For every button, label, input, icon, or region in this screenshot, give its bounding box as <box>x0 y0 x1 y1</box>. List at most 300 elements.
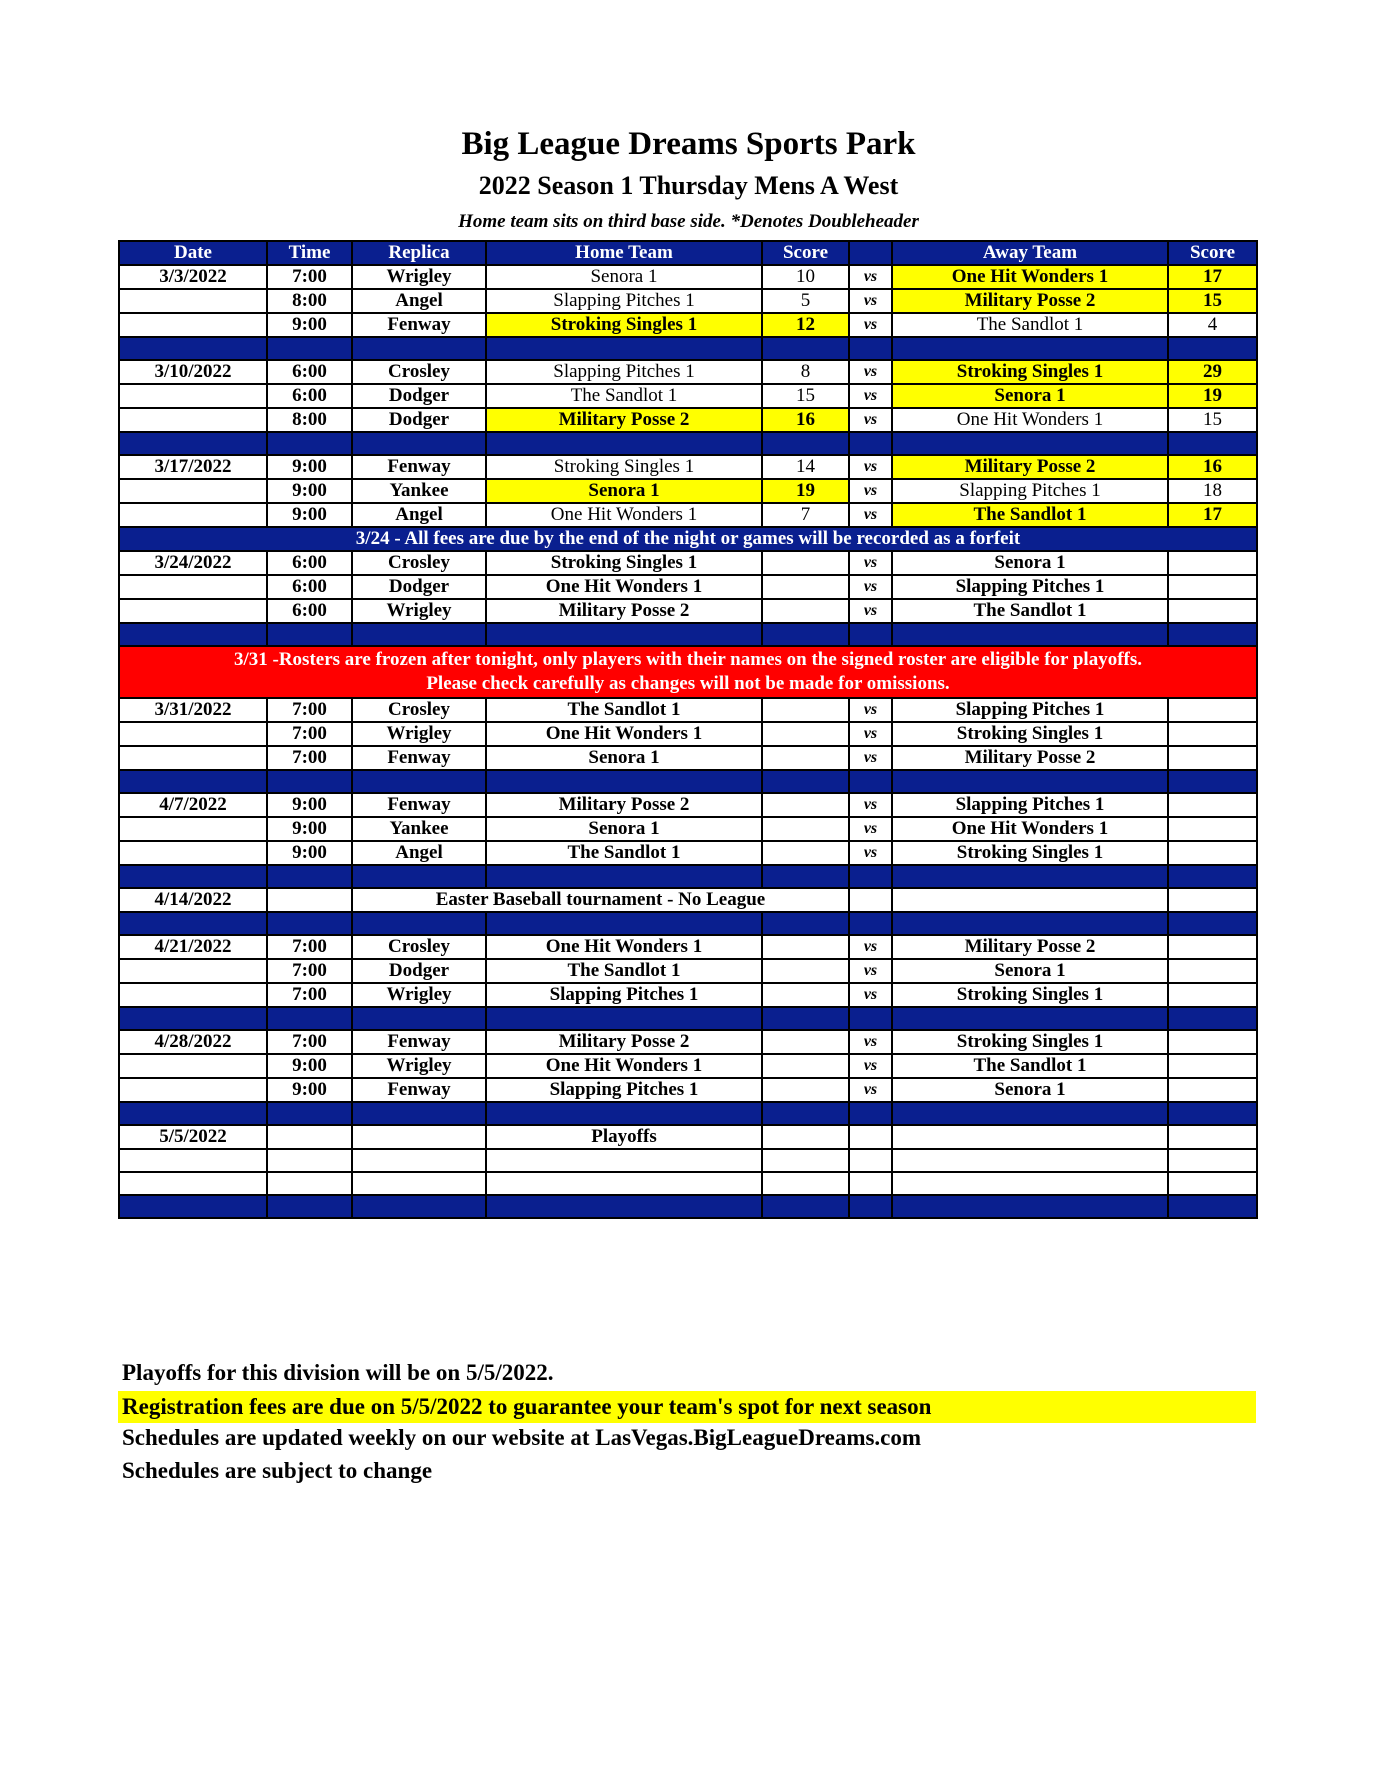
replica-cell: Fenway <box>352 455 486 479</box>
home-team-cell: The Sandlot 1 <box>486 698 762 722</box>
home-team-cell: Military Posse 2 <box>486 599 762 623</box>
separator-cell <box>849 1102 892 1125</box>
separator-cell <box>267 1007 352 1030</box>
header-date: Date <box>119 241 267 265</box>
separator-row <box>119 1195 1257 1218</box>
time-cell: 9:00 <box>267 455 352 479</box>
alert-cell <box>119 646 1257 698</box>
replica-cell <box>352 1172 486 1195</box>
home-score-cell: 7 <box>762 503 849 527</box>
separator-cell <box>352 432 486 455</box>
date-cell <box>119 959 267 983</box>
separator-cell <box>119 912 267 935</box>
separator-cell <box>267 337 352 360</box>
away-team-cell: One Hit Wonders 1 <box>892 817 1168 841</box>
vs-cell: vs <box>849 817 892 841</box>
replica-cell: Dodger <box>352 959 486 983</box>
home-score-cell <box>762 1125 849 1149</box>
game-row <box>119 265 1257 289</box>
game-row <box>119 503 1257 527</box>
separator-cell <box>849 865 892 888</box>
separator-row <box>119 1102 1257 1125</box>
away-score-cell <box>1168 817 1257 841</box>
separator-cell <box>119 1195 267 1218</box>
game-row <box>119 313 1257 337</box>
vs-cell: vs <box>849 575 892 599</box>
separator-cell <box>352 770 486 793</box>
separator-cell <box>762 770 849 793</box>
date-cell: 3/10/2022 <box>119 360 267 384</box>
replica-cell: Fenway <box>352 746 486 770</box>
home-score-cell <box>762 959 849 983</box>
separator-cell <box>1168 1195 1257 1218</box>
away-score-cell <box>1168 575 1257 599</box>
home-team-cell: Playoffs <box>486 1125 762 1149</box>
vs-cell: vs <box>849 479 892 503</box>
game-row <box>119 1030 1257 1054</box>
game-row <box>119 746 1257 770</box>
separator-cell <box>892 865 1168 888</box>
separator-cell <box>352 1007 486 1030</box>
separator-cell <box>762 623 849 646</box>
home-score-cell <box>762 722 849 746</box>
vs-cell <box>849 1125 892 1149</box>
time-cell <box>267 1125 352 1149</box>
away-team-cell: Slapping Pitches 1 <box>892 793 1168 817</box>
separator-cell <box>892 1007 1168 1030</box>
away-team-cell: The Sandlot 1 <box>892 503 1168 527</box>
time-cell <box>267 888 352 912</box>
alert-text-line-1: 3/31 -Rosters are frozen after tonight, only players with their names on the signed roster are eligible for playoffs. <box>233 649 1143 670</box>
time-cell: 7:00 <box>267 983 352 1007</box>
vs-cell: vs <box>849 1030 892 1054</box>
away-team-cell: Military Posse 2 <box>892 746 1168 770</box>
home-team-cell: Senora 1 <box>486 265 762 289</box>
home-team-cell: The Sandlot 1 <box>486 384 762 408</box>
separator-cell <box>267 1195 352 1218</box>
home-team-cell: One Hit Wonders 1 <box>486 722 762 746</box>
separator-cell <box>267 623 352 646</box>
home-score-cell <box>762 599 849 623</box>
away-team-cell: Military Posse 2 <box>892 455 1168 479</box>
time-cell: 6:00 <box>267 575 352 599</box>
separator-cell <box>486 1102 762 1125</box>
separator-cell <box>486 623 762 646</box>
separator-cell <box>762 1195 849 1218</box>
vs-cell: vs <box>849 746 892 770</box>
separator-cell <box>486 865 762 888</box>
vs-cell: vs <box>849 841 892 865</box>
home-score-cell <box>762 746 849 770</box>
away-score-cell <box>1168 599 1257 623</box>
date-cell: 4/21/2022 <box>119 935 267 959</box>
separator-cell <box>762 865 849 888</box>
separator-cell <box>352 1195 486 1218</box>
away-team-cell <box>892 1125 1168 1149</box>
home-team-cell: Military Posse 2 <box>486 793 762 817</box>
home-score-cell <box>762 698 849 722</box>
away-score-cell <box>1168 698 1257 722</box>
vs-cell: vs <box>849 599 892 623</box>
no-league-row <box>119 888 1257 912</box>
separator-row <box>119 865 1257 888</box>
time-cell: 7:00 <box>267 722 352 746</box>
away-score-cell <box>1168 1149 1257 1172</box>
vs-cell: vs <box>849 551 892 575</box>
replica-cell: Fenway <box>352 793 486 817</box>
time-cell: 9:00 <box>267 1078 352 1102</box>
away-score-cell <box>1168 1125 1257 1149</box>
vs-cell: vs <box>849 360 892 384</box>
replica-cell: Yankee <box>352 479 486 503</box>
replica-cell: Crosley <box>352 551 486 575</box>
separator-cell <box>267 432 352 455</box>
game-row <box>119 841 1257 865</box>
home-team-cell: Slapping Pitches 1 <box>486 289 762 313</box>
date-cell <box>119 289 267 313</box>
replica-cell: Angel <box>352 503 486 527</box>
time-cell <box>267 1149 352 1172</box>
separator-cell <box>849 1007 892 1030</box>
separator-cell <box>762 912 849 935</box>
page-subtitle: 2022 Season 1 Thursday Mens A West <box>478 171 899 200</box>
header-replica: Replica <box>352 241 486 265</box>
home-team-cell: The Sandlot 1 <box>486 841 762 865</box>
away-team-cell <box>892 888 1168 912</box>
separator-cell <box>762 1007 849 1030</box>
home-team-cell: One Hit Wonders 1 <box>486 575 762 599</box>
replica-cell <box>352 1125 486 1149</box>
game-row <box>119 1054 1257 1078</box>
home-score-cell <box>762 575 849 599</box>
away-team-cell: Slapping Pitches 1 <box>892 698 1168 722</box>
date-cell <box>119 722 267 746</box>
home-team-cell: Senora 1 <box>486 746 762 770</box>
separator-cell <box>1168 1007 1257 1030</box>
home-score-cell: 5 <box>762 289 849 313</box>
separator-cell <box>119 1007 267 1030</box>
vs-cell: vs <box>849 384 892 408</box>
game-row <box>119 1149 1257 1172</box>
time-cell: 7:00 <box>267 746 352 770</box>
away-score-cell <box>1168 888 1257 912</box>
vs-cell: vs <box>849 313 892 337</box>
date-cell: 3/31/2022 <box>119 698 267 722</box>
home-score-cell <box>762 1172 849 1195</box>
separator-cell <box>352 865 486 888</box>
replica-cell: Yankee <box>352 817 486 841</box>
separator-cell <box>892 770 1168 793</box>
home-team-cell: One Hit Wonders 1 <box>486 935 762 959</box>
vs-cell: vs <box>849 793 892 817</box>
date-cell: 3/3/2022 <box>119 265 267 289</box>
replica-cell <box>352 1149 486 1172</box>
game-row <box>119 384 1257 408</box>
footer-change-note: Schedules are subject to change <box>122 1458 433 1483</box>
separator-cell <box>486 912 762 935</box>
separator-cell <box>849 337 892 360</box>
away-team-cell <box>892 1149 1168 1172</box>
time-cell: 6:00 <box>267 599 352 623</box>
home-score-cell: 16 <box>762 408 849 432</box>
away-score-cell <box>1168 551 1257 575</box>
separator-cell <box>1168 623 1257 646</box>
home-team-cell: Senora 1 <box>486 817 762 841</box>
separator-cell <box>486 432 762 455</box>
away-team-cell: Slapping Pitches 1 <box>892 575 1168 599</box>
away-team-cell: Stroking Singles 1 <box>892 360 1168 384</box>
separator-cell <box>892 432 1168 455</box>
away-score-cell <box>1168 746 1257 770</box>
announcement-text: 3/24 - All fees are due by the end of the night or games will be recorded as a forfeit <box>119 527 1257 551</box>
separator-cell <box>486 1007 762 1030</box>
vs-cell: vs <box>849 722 892 746</box>
home-team-cell: One Hit Wonders 1 <box>486 1054 762 1078</box>
replica-cell: Wrigley <box>352 722 486 746</box>
separator-cell <box>849 623 892 646</box>
replica-cell: Dodger <box>352 384 486 408</box>
away-score-cell: 18 <box>1168 479 1257 503</box>
away-score-cell <box>1168 841 1257 865</box>
separator-cell <box>1168 865 1257 888</box>
away-team-cell: The Sandlot 1 <box>892 599 1168 623</box>
vs-cell: vs <box>849 1078 892 1102</box>
separator-cell <box>1168 770 1257 793</box>
game-row <box>119 360 1257 384</box>
away-team-cell: Stroking Singles 1 <box>892 983 1168 1007</box>
away-team-cell: The Sandlot 1 <box>892 1054 1168 1078</box>
home-score-cell <box>762 793 849 817</box>
separator-row <box>119 770 1257 793</box>
date-cell <box>119 575 267 599</box>
separator-cell <box>486 770 762 793</box>
separator-cell <box>267 865 352 888</box>
separator-cell <box>119 770 267 793</box>
replica-cell: Angel <box>352 841 486 865</box>
home-score-cell: 10 <box>762 265 849 289</box>
separator-cell <box>352 623 486 646</box>
away-score-cell: 4 <box>1168 313 1257 337</box>
game-row <box>119 289 1257 313</box>
game-row <box>119 455 1257 479</box>
separator-cell <box>892 337 1168 360</box>
time-cell: 7:00 <box>267 959 352 983</box>
header-vs <box>849 241 892 265</box>
no-league-text: Easter Baseball tournament - No League <box>352 888 849 912</box>
announcement-row <box>119 527 1257 551</box>
vs-cell: vs <box>849 983 892 1007</box>
away-team-cell: Senora 1 <box>892 1078 1168 1102</box>
separator-cell <box>352 912 486 935</box>
vs-cell <box>849 1172 892 1195</box>
date-cell: 4/7/2022 <box>119 793 267 817</box>
time-cell: 9:00 <box>267 793 352 817</box>
separator-row <box>119 912 1257 935</box>
header-home-team: Home Team <box>486 241 762 265</box>
time-cell: 9:00 <box>267 479 352 503</box>
time-cell: 7:00 <box>267 698 352 722</box>
away-team-cell <box>892 1172 1168 1195</box>
home-score-cell: 12 <box>762 313 849 337</box>
vs-cell <box>849 888 892 912</box>
separator-cell <box>267 770 352 793</box>
separator-cell <box>486 337 762 360</box>
away-team-cell: Stroking Singles 1 <box>892 722 1168 746</box>
game-row <box>119 408 1257 432</box>
separator-cell <box>1168 1102 1257 1125</box>
separator-cell <box>849 912 892 935</box>
separator-cell <box>849 432 892 455</box>
vs-cell: vs <box>849 959 892 983</box>
game-row <box>119 793 1257 817</box>
home-score-cell <box>762 983 849 1007</box>
replica-cell: Fenway <box>352 1078 486 1102</box>
alert-row <box>119 646 1257 698</box>
separator-cell <box>119 432 267 455</box>
away-score-cell: 15 <box>1168 289 1257 313</box>
away-team-cell: Slapping Pitches 1 <box>892 479 1168 503</box>
away-team-cell: Military Posse 2 <box>892 935 1168 959</box>
separator-cell <box>119 337 267 360</box>
time-cell: 8:00 <box>267 289 352 313</box>
footer-registration-note: Registration fees are due on 5/5/2022 to guarantee your team's spot for next season <box>118 1391 1256 1423</box>
replica-cell: Wrigley <box>352 265 486 289</box>
home-score-cell <box>762 841 849 865</box>
header-time: Time <box>267 241 352 265</box>
footer-playoffs-note: Playoffs for this division will be on 5/5/2022. <box>122 1360 554 1385</box>
replica-cell: Dodger <box>352 408 486 432</box>
alert-text-line-2: Please check carefully as changes will not be made for omissions. <box>426 673 950 694</box>
replica-cell: Wrigley <box>352 1054 486 1078</box>
date-cell <box>119 1054 267 1078</box>
date-cell <box>119 384 267 408</box>
home-team-cell: Military Posse 2 <box>486 1030 762 1054</box>
replica-cell: Dodger <box>352 575 486 599</box>
home-score-cell <box>762 817 849 841</box>
schedule-table <box>118 240 1258 1219</box>
replica-cell: Crosley <box>352 698 486 722</box>
date-cell <box>119 841 267 865</box>
separator-cell <box>762 337 849 360</box>
separator-cell <box>352 337 486 360</box>
vs-cell: vs <box>849 265 892 289</box>
time-cell <box>267 1172 352 1195</box>
separator-row <box>119 337 1257 360</box>
game-row <box>119 935 1257 959</box>
away-score-cell: 17 <box>1168 503 1257 527</box>
away-score-cell: 29 <box>1168 360 1257 384</box>
separator-cell <box>849 770 892 793</box>
away-score-cell <box>1168 1172 1257 1195</box>
away-score-cell <box>1168 935 1257 959</box>
time-cell: 7:00 <box>267 935 352 959</box>
home-score-cell <box>762 1054 849 1078</box>
away-score-cell: 19 <box>1168 384 1257 408</box>
away-score-cell <box>1168 959 1257 983</box>
separator-cell <box>892 912 1168 935</box>
vs-cell <box>849 1149 892 1172</box>
home-team-cell: Stroking Singles 1 <box>486 313 762 337</box>
replica-cell: Crosley <box>352 935 486 959</box>
footer-website-note: Schedules are updated weekly on our website at LasVegas.BigLeagueDreams.com <box>122 1425 922 1450</box>
replica-cell: Fenway <box>352 1030 486 1054</box>
home-team-cell: Military Posse 2 <box>486 408 762 432</box>
date-cell: 5/5/2022 <box>119 1125 267 1149</box>
date-cell <box>119 817 267 841</box>
away-team-cell: Senora 1 <box>892 959 1168 983</box>
game-row <box>119 551 1257 575</box>
separator-cell <box>762 1102 849 1125</box>
home-score-cell <box>762 1030 849 1054</box>
home-score-cell: 15 <box>762 384 849 408</box>
date-cell: 4/28/2022 <box>119 1030 267 1054</box>
vs-cell: vs <box>849 455 892 479</box>
away-score-cell <box>1168 1030 1257 1054</box>
replica-cell: Wrigley <box>352 983 486 1007</box>
vs-cell: vs <box>849 935 892 959</box>
time-cell: 6:00 <box>267 551 352 575</box>
date-cell <box>119 983 267 1007</box>
game-row <box>119 983 1257 1007</box>
date-cell <box>119 408 267 432</box>
home-team-cell: Slapping Pitches 1 <box>486 360 762 384</box>
date-cell: 3/24/2022 <box>119 551 267 575</box>
vs-cell: vs <box>849 1054 892 1078</box>
date-cell <box>119 1078 267 1102</box>
game-row <box>119 479 1257 503</box>
page-title: Big League Dreams Sports Park <box>461 126 916 162</box>
home-team-cell: Slapping Pitches 1 <box>486 1078 762 1102</box>
header-home-score: Score <box>762 241 849 265</box>
vs-cell: vs <box>849 503 892 527</box>
vs-cell: vs <box>849 289 892 313</box>
home-score-cell: 8 <box>762 360 849 384</box>
date-cell <box>119 1149 267 1172</box>
away-score-cell: 15 <box>1168 408 1257 432</box>
away-team-cell: Senora 1 <box>892 384 1168 408</box>
time-cell: 9:00 <box>267 1054 352 1078</box>
separator-cell <box>352 1102 486 1125</box>
away-score-cell <box>1168 793 1257 817</box>
date-cell <box>119 1172 267 1195</box>
separator-cell <box>892 1195 1168 1218</box>
time-cell: 6:00 <box>267 384 352 408</box>
table-header-row <box>119 241 1257 265</box>
time-cell: 9:00 <box>267 841 352 865</box>
separator-row <box>119 623 1257 646</box>
time-cell: 6:00 <box>267 360 352 384</box>
separator-cell <box>119 1102 267 1125</box>
separator-cell <box>849 1195 892 1218</box>
game-row <box>119 698 1257 722</box>
replica-cell: Fenway <box>352 313 486 337</box>
date-cell <box>119 746 267 770</box>
home-team-cell: Slapping Pitches 1 <box>486 983 762 1007</box>
home-team-cell: Stroking Singles 1 <box>486 455 762 479</box>
time-cell: 7:00 <box>267 265 352 289</box>
game-row <box>119 575 1257 599</box>
replica-cell: Angel <box>352 289 486 313</box>
time-cell: 8:00 <box>267 408 352 432</box>
away-score-cell: 16 <box>1168 455 1257 479</box>
away-score-cell: 17 <box>1168 265 1257 289</box>
separator-row <box>119 1007 1257 1030</box>
header-away-team: Away Team <box>892 241 1168 265</box>
away-score-cell <box>1168 722 1257 746</box>
game-row <box>119 1172 1257 1195</box>
home-team-cell: Senora 1 <box>486 479 762 503</box>
date-cell: 3/17/2022 <box>119 455 267 479</box>
